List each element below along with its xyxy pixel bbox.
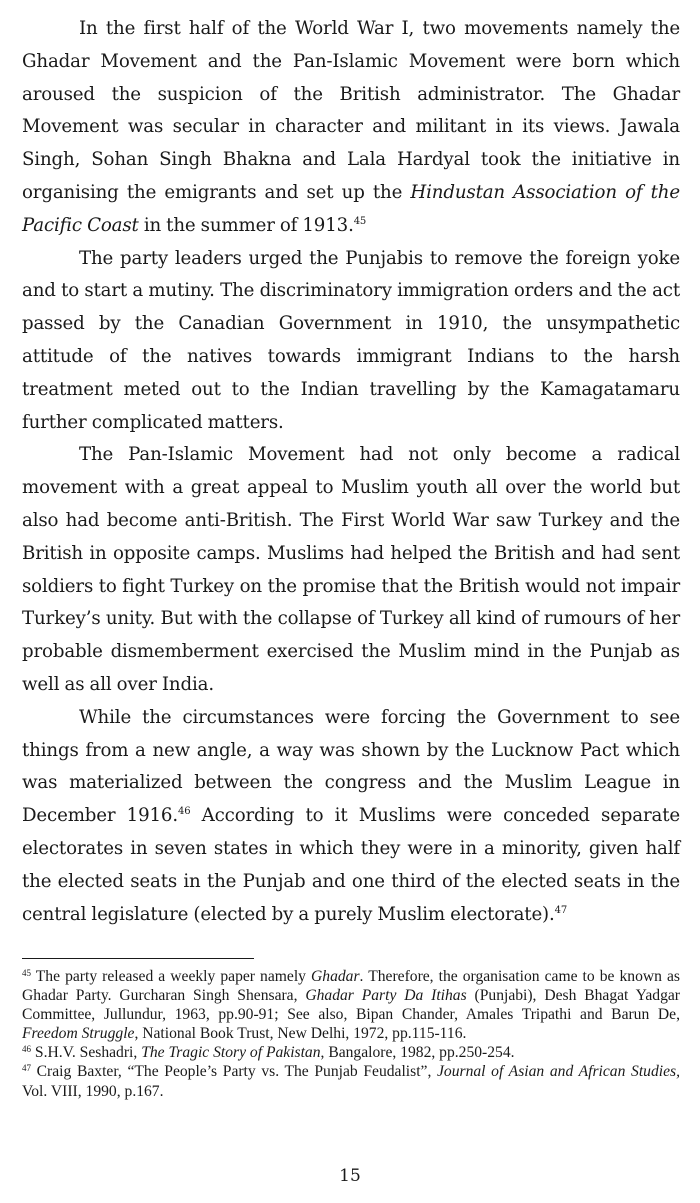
footnote-italic: Ghadar [311,968,360,985]
footnote-ref-45[interactable]: 45 [353,215,367,227]
footnote-italic: Ghadar Party Da Itihas [305,987,467,1005]
footnote-45 [22,967,680,1043]
page-number: 15 [339,1166,361,1186]
footnote-text: , National Book Trust, New Delhi, 1972, pp.115-116. [134,1025,467,1043]
footnote-text: , Bangalore, 1982, pp.250-254. [320,1044,515,1062]
footnote-number: 45 [22,968,31,978]
document-body [22,13,680,931]
footnote-text: (Punjabi), Desh Bhagat Yadgar Committee, Jullundur, 1963, pp.90-91; See also, Bipan Chander, Amales Tripathi and Barun De, [22,987,680,1024]
paragraph-text: While the circumstances were forcing the Government to see things from a new angle, a way was shown by the Lucknow Pact which was materialized between the congress and the Muslim League in December 1916. [22,706,680,827]
footnote-ref-46[interactable]: 46 [177,806,191,818]
footnote-47 [22,1062,680,1100]
footnotes [22,967,680,1101]
paragraph-1 [22,13,680,243]
paragraph-text: in the summer of 1913. [138,214,354,236]
footnote-text: The party released a weekly paper namely [31,968,312,985]
paragraph-text: In the first half of the World War I, two movements namely the Ghadar Movement and the Pan-Islamic Movement were born which aroused the suspicion of the British administrator. The Ghadar Movement was secular in character and militant in its views. Jawala Singh, Sohan Singh Bhakna and Lala Hardyal took the initiative in organising the emigrants and set up the [22,18,680,203]
footnote-text: S.H.V. Seshadri, [31,1044,142,1062]
paragraph-text: According to it Muslims were conceded separate electorates in seven states in which they were in a minority, given half the elected seats in the Punjab and one third of the elected seats in the central legislature (elected by a purely Muslim electorate). [22,805,681,925]
footnote-italic: Journal of Asian and African Studies, [437,1063,680,1081]
footnote-number: 46 [22,1044,31,1055]
footnote-text: Craig Baxter, “The People’s Party vs. The Punjab Feudalist”, [31,1063,437,1081]
footnote-italic: The Tragic Story of Pakistan [141,1044,321,1062]
footnote-46 [22,1043,680,1062]
paragraph-3: The Pan-Islamic Movement had not only become a radical movement with a great appeal to Muslim youth all over the world but also had become anti-British. The First World War saw Turkey and the British in opposite camps. Muslims had helped the British and had sent soldiers to fight Turkey on the promise that the British would not impair Turkey’s unity. But with the collapse of Turkey all kind of rumours of her probable dismemberment exercised the Muslim mind in the Punjab as well as all over India. [22,444,680,695]
paragraph-4 [22,702,680,932]
italic-title: Hindustan Association of the Pacific Coast [22,181,680,236]
footnote-text: Vol. VIII, 1990, p.167. [22,1082,164,1100]
footnote-number: 47 [22,1063,31,1074]
footnote-text: . Therefore, the organisation came to be known as Ghadar Party. Gurcharan Singh Shensara, [22,968,681,1005]
footnote-divider [22,958,254,959]
footnote-italic: Freedom Struggle [22,1025,135,1043]
paragraph-2: The party leaders urged the Punjabis to remove the foreign yoke and to start a mutiny. The discriminatory immigration orders and the act passed by the Canadian Government in 1910, the unsympathetic attitude of the natives towards immigrant Indians to the harsh treatment meted out to the Indian travelling by the Kamagatamaru further complicated matters. [22,247,680,433]
footnote-ref-47[interactable]: 47 [554,904,568,916]
